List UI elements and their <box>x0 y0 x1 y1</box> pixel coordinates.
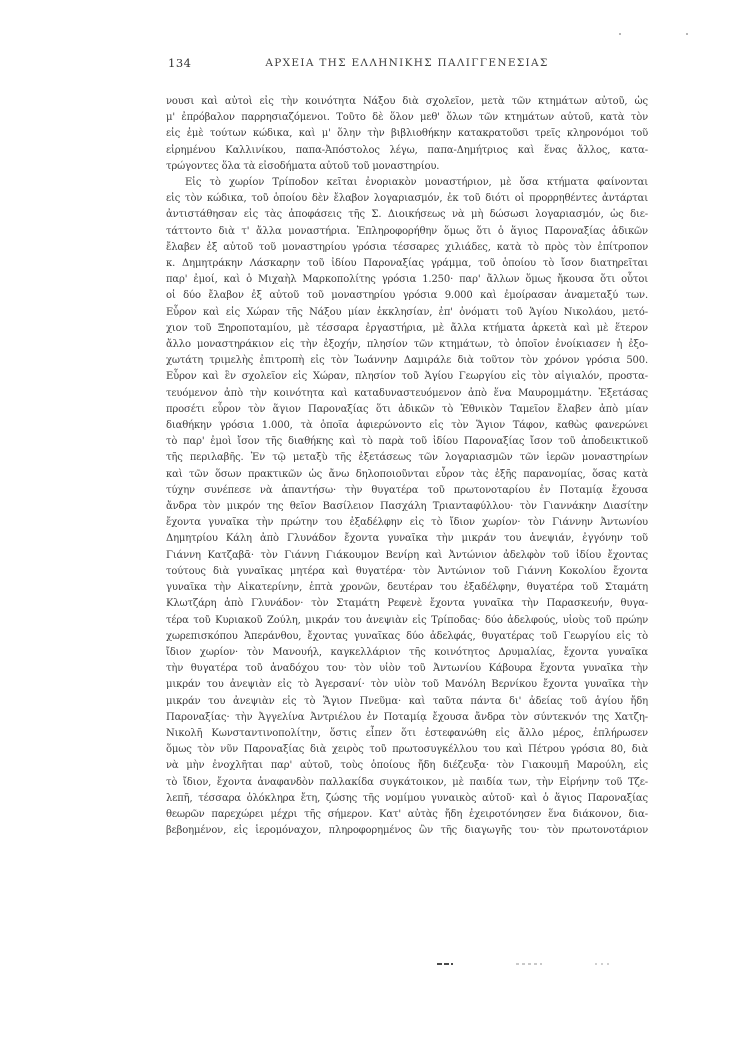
text-line: μικράν του ἀνεψιὰν εἰς τὸ Ἀγερσανί· τὸν υἱὸν τοῦ Μανόλη Βερνίκου ἔχοντα γυναῖκα τὴν <box>166 679 648 691</box>
text-line: παρ' ἐμοί, καὶ ὁ Μιχαὴλ Μαρκοπολίτης γρόσια 1.250· παρ' ἄλλων ὅμως ἤκουσα ὅτι οὗτοι <box>166 274 648 286</box>
text-line: καὶ τῶν ὅσων πρακτικῶν ὡς ἄνω δηλοποιοῦνται εὗρον τὰς ἑξῆς παρανομίας, ὅσας κατὰ <box>166 468 648 480</box>
text-line: ἄλλο μοναστηράκιον εἰς τὴν ἐξοχήν, πλησίον τῶν κτημάτων, τὸ ὁποῖον ἐνοίκιασεν ἡ ἐξο- <box>166 339 648 351</box>
text-line: ἔλαβεν ἐξ αὐτοῦ τοῦ μοναστηρίου γρόσια τέσσαρες χιλιάδες, κατὰ τὸ πρὸς τὸν ἐπίτροπον <box>166 241 648 253</box>
text-line: χωτάτη τριμελὴς ἐπιτροπὴ εἰς τὸν Ἰωάννην Δαμιράλε διὰ τοῦτον τὸν χρόνον γρόσια 500. <box>166 355 648 367</box>
text-line: λεπῆ, τέσσαρα ὁλόκληρα ἔτη, ζώσης τῆς νομίμου γυναικὸς αὐτοῦ· καὶ ὁ ἅγιος Παροναξίας <box>166 792 648 804</box>
text-line: μ' ἐπρόβαλον παρρησιαζόμενοι. Τοῦτο δὲ ὅλον μεθ' ὅλων τῶν κτημάτων αὐτοῦ, κατὰ τὸν <box>166 112 648 124</box>
text-line: τρώγοντες ὅλα τὰ εἰσοδήματα αὐτοῦ τοῦ μοναστηρίου. <box>166 160 440 172</box>
scan-artifact-mark <box>516 963 542 965</box>
text-line: βεβοημένον, εἰς ἱερομόναχον, πληροφορημένος ὢν τῆς διαγωγῆς του· τὸν πρωτονοτάριον <box>166 825 648 837</box>
paragraph <box>166 175 648 839</box>
text-line: μικράν του ἀνεψιὰν εἰς τὸ Ἅγιον Πνεῦμα· καὶ ταῦτα πάντα δι' ἀδείας τοῦ ἁγίου ἤδη <box>166 695 648 707</box>
text-line: Κλωτζάρη ἀπὸ Γλυνάδον· τὸν Σταμάτη Ρεφενὲ ἔχοντα γυναῖκα τὴν Παρασκευήν, θυγα- <box>166 598 648 610</box>
text-line: νὰ μὴν ἐνοχλῆται παρ' αὐτοῦ, τοὺς ὁποίους ἤδη διέζευξα· τὸν Γιακουμῆ Μαρούλη, εἰς <box>166 760 648 772</box>
page-number: 134 <box>168 56 192 70</box>
text-line: εἰς τὸν κώδικα, τοῦ ὁποίου δὲν ἔλαβον λογαριασμόν, ἐκ τοῦ διότι οἱ προρρηθέντες ἀντάρται <box>166 193 648 205</box>
text-line: Γιάννη Κατζαβᾶ· τὸν Γιάννη Γιάκουμον Βενίρη καὶ Ἀντώνιον ἀδελφὸν τοῦ ἰδίου ἔχοντας <box>166 549 648 561</box>
text-line: γυναῖκα τὴν Αἰκατερίνην, ἑπτὰ χρονῶν, δευτέραν του ἐξαδέλφην, θυγατέρα τοῦ Σταμάτη <box>166 582 648 594</box>
text-line: τάττοντο διὰ τ' ἄλλα μοναστήρια. Ἐπληροφορήθην ὅμως ὅτι ὁ ἅγιος Παροναξίας ἀδικῶν <box>166 225 648 237</box>
text-line: εἰρημένου Καλλινίκου, παπα-Ἀπόστολος λέγω, παπα-Δημήτριος καὶ ἕνας ἄλλος, κατα- <box>166 144 648 156</box>
text-line: τὴν θυγατέρα τοῦ ἀναδόχου του· τὸν υἱὸν τοῦ Ἀντωνίου Κάβουρα ἔχοντα γυναῖκα τὴν <box>166 663 648 675</box>
text-line: τευόμενον ἀπὸ τὴν κοινότητα καὶ καταδυναστευόμενον ἀπὸ ἕνα Μαυρομμάτην. Ἐξετάσας <box>166 387 648 399</box>
text-line: διαθήκην γρόσια 1.000, τὰ ὁποῖα ἀφιερώνοντο εἰς τὸν Ἅγιον Τάφον, καθὼς φανερώνει <box>166 420 648 432</box>
text-line: ἄνδρα τὸν μικρόν της θεῖον Βασίλειον Πασχάλη Τριανταφύλλου· τὸν Γιαννάκην Διασίτην <box>166 501 648 513</box>
running-head <box>166 56 648 72</box>
text-line: χιον τοῦ Ξηροποταμίου, μὲ τέσσαρα ἐργαστήρια, μὲ ἄλλα κτήματα ἀρκετὰ καὶ μὲ ἕτερον <box>166 322 648 334</box>
scan-speck <box>619 33 621 35</box>
text-line: Εὗρον καὶ ἓν σχολεῖον εἰς Χώραν, πλησίον τοῦ Ἁγίου Γεωργίου εἰς τὸν αἰγιαλόν, προστα- <box>166 371 648 383</box>
text-line: τὸ ἴδιον, ἔχοντα ἀναφανδὸν παλλακίδα συγκάτοικον, μὲ παιδία των, τὴν Εἰρήνην τοῦ Τζε- <box>166 776 648 788</box>
text-line: προσέτι εὗρον τὸν ἅγιον Παροναξίας ὅτι ἀδικῶν τὸ Ἐθνικὸν Ταμεῖον ἔλαβεν ἀπὸ μίαν <box>166 403 648 415</box>
text-line: Νικολῆ Κωνσταντινοπολίτην, ὅστις εἶπεν ὅτι ἐστεφανώθη εἰς ἄλλο μέρος, ἐπλήρωσεν <box>166 727 648 739</box>
paragraph <box>166 94 648 175</box>
text-line: κ. Δημητράκην Λάσκαρην τοῦ ἰδίου Παροναξίας γράμμα, τοῦ ὁποίου τὸ ἴσον διατηρεῖται <box>166 258 648 270</box>
scan-speck <box>686 33 688 35</box>
text-line: χωρεπισκόπου Ἀπεράνθου, ἔχοντας γυναῖκας δύο ἀδελφάς, θυγατέρας τοῦ Γεωργίου εἰς τὸ <box>166 630 648 642</box>
text-line: θεωρῶν παρεχώρει μέχρι τῆς σήμερον. Κατ' αὐτὰς ἤδη ἐχειροτόνησεν ἕνα διάκονον, δια- <box>166 808 648 820</box>
text-line: ἀντιστάθησαν εἰς τὰς ἀποφάσεις τῆς Σ. Διοικήσεως νὰ μὴ δώσωσι λογαριασμόν, ὡς διε- <box>166 209 648 221</box>
scan-artifact-mark <box>437 963 453 965</box>
text-line: εἰς ἐμὲ τούτων κώδικα, καὶ μ' ὅλην τὴν βιβλιοθήκην κατακρατοῦσι τρεῖς κληρονόμοι τοῦ <box>166 128 648 140</box>
text-line: τῆς περιλαβῆς. Ἐν τῷ μεταξὺ τῆς ἐξετάσεως τῶν λογαριασμῶν τῶν ἱερῶν μοναστηρίων <box>166 452 648 464</box>
scan-artifact-mark <box>595 963 609 965</box>
text-line: ὅμως τὸν νῦν Παροναξίας διὰ χειρὸς τοῦ πρωτοσυγκέλλου του καὶ Πέτρου γρόσια 80, διὰ <box>166 744 648 756</box>
text-line: ἔχοντα γυναῖκα τὴν πρώτην του ἐξαδέλφην εἰς τὸ ἴδιον χωρίον· τὸν Γιάννην Ἀντωνίου <box>166 517 648 529</box>
text-line: Παροναξίας· τὴν Ἀγγελίνα Ἀντριέλου ἐν Ποταμίᾳ ἔχουσα ἄνδρα τὸν σύντεκνόν της Χατζη- <box>166 711 648 723</box>
text-line: νουσι καὶ αὐτοὶ εἰς τὴν κοινότητα Νάξου διὰ σχολεῖον, μετὰ τῶν κτημάτων αὐτοῦ, ὡς <box>166 96 648 107</box>
text-line: τύχην συνέπεσε νὰ ἀπαντήσω· τὴν θυγατέρα τοῦ πρωτονοταρίου ἐν Ποταμίᾳ ἔχουσα <box>166 484 648 496</box>
text-line: οἱ δύο ἔλαβον ἐξ αὐτοῦ τοῦ μοναστηρίου γρόσια 9.000 καὶ ἐμοίρασαν ἀναμεταξύ των. <box>166 290 648 302</box>
text-line: τὸ παρ' ἐμοὶ ἴσον τῆς διαθήκης καὶ τὸ παρὰ τοῦ ἰδίου Παροναξίας ἴσον τοῦ ἀποδεικτικοῦ <box>166 436 648 448</box>
text-line: Εἰς τὸ χωρίον Τρίποδον κεῖται ἐνοριακὸν μοναστήριον, μὲ ὅσα κτήματα φαίνονται <box>185 177 648 189</box>
text-line: Εὗρον καὶ εἰς Χώραν τῆς Νάξου μίαν ἐκκλησίαν, ἐπ' ὀνόματι τοῦ Ἁγίου Νικολάου, μετό- <box>166 306 648 318</box>
text-line: τέρα τοῦ Κυριακοῦ Ζούλη, μικράν του ἀνεψιὰν εἰς Τρίποδας· δύο ἀδελφούς, υἱοὺς τοῦ πρώην <box>166 614 648 626</box>
text-line: τούτους διὰ γυναῖκας μητέρα καὶ θυγατέρα· τὸν Ἀντώνιον τοῦ Γιάννη Κοκολίου ἔχοντα <box>166 565 648 577</box>
text-block <box>166 94 648 839</box>
text-line: ἴδιον χωρίον· τὸν Μανουήλ, καγκελλάριον τῆς κοινότητος Δρυμαλίας, ἔχοντα γυναῖκα <box>166 646 648 658</box>
running-header-title: ΑΡΧΕΙΑ ΤΗΣ ΕΛΛΗΝΙΚΗΣ ΠΑΛΙΓΓΕΝΕΣΙΑΣ <box>265 57 549 69</box>
text-line: Δημητρίου Κάλη ἀπὸ Γλυνάδον ἔχοντα γυναῖκα τὴν μικράν του ἀνεψιάν, ἐγγόνην τοῦ <box>166 533 648 545</box>
